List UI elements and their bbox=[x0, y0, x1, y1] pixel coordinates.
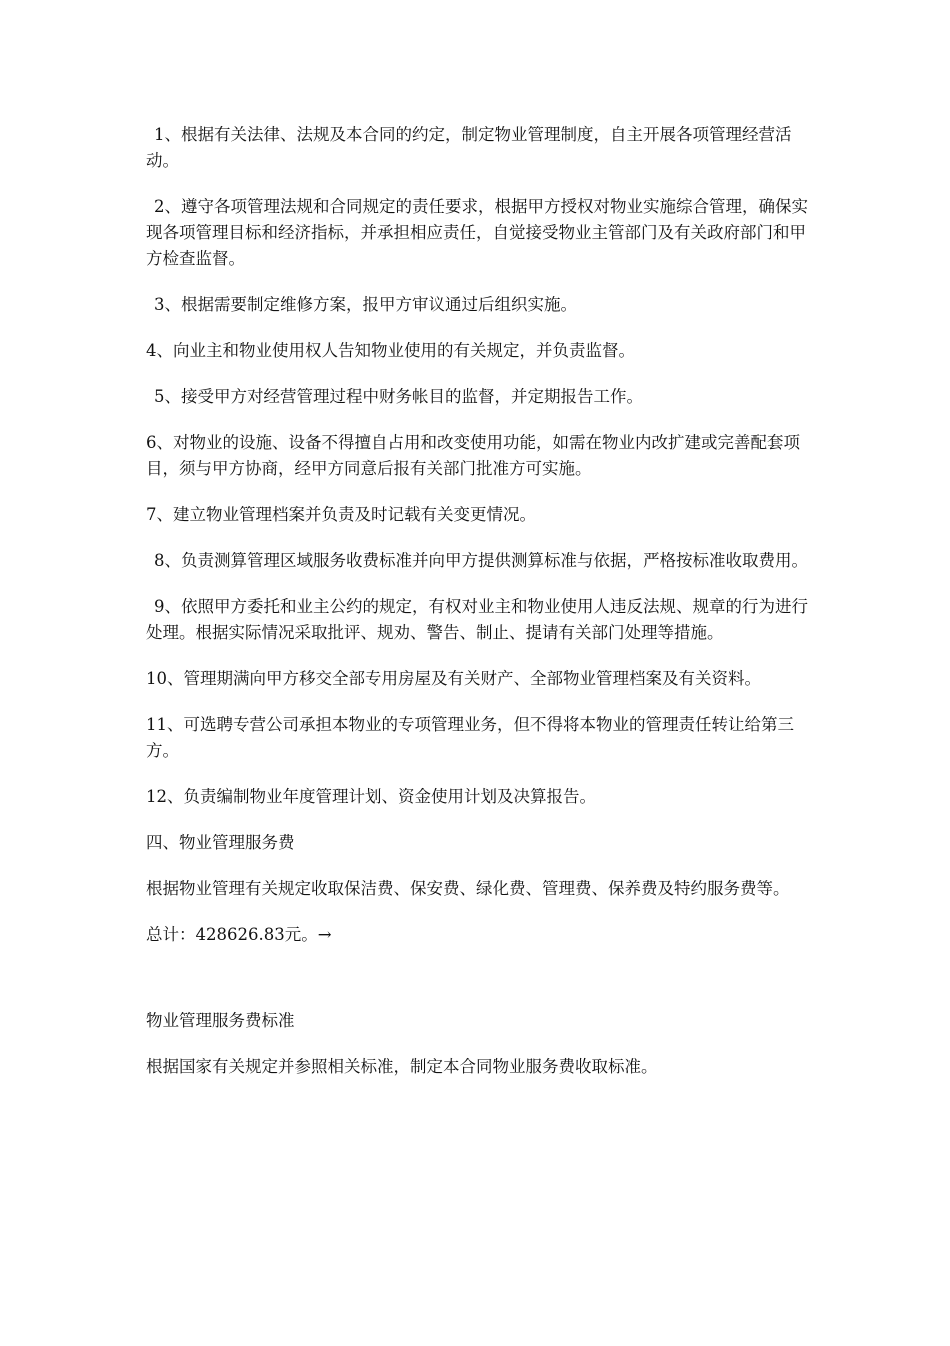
fees-description: 根据物业管理有关规定收取保洁费、保安费、绿化费、管理费、保养费及特约服务费等。 bbox=[146, 879, 790, 898]
section-gap bbox=[146, 968, 810, 1008]
document-body bbox=[146, 122, 810, 1100]
clause-3: 3、根据需要制定维修方案，报甲方审议通过后组织实施。 bbox=[154, 295, 577, 314]
clause-12: 12、负责编制物业年度管理计划、资金使用计划及决算报告。 bbox=[146, 787, 596, 806]
clause-4: 4、向业主和物业使用权人告知物业使用的有关规定，并负责监督。 bbox=[146, 341, 635, 360]
section-heading-fees: 四、物业管理服务费 bbox=[146, 833, 295, 852]
fee-standard-title: 物业管理服务费标准 bbox=[146, 1011, 295, 1030]
clause-7: 7、建立物业管理档案并负责及时记载有关变更情况。 bbox=[146, 505, 536, 524]
clause-2: 2、遵守各项管理法规和合同规定的责任要求，根据甲方授权对物业实施综合管理，确保实现各项管理目标和经济指标，并承担相应责任，自觉接受物业主管部门及有关政府部门和甲方检查监督。 bbox=[146, 197, 808, 268]
clause-9: 9、依照甲方委托和业主公约的规定，有权对业主和物业使用人违反法规、规章的行为进行处理。根据实际情况采取批评、规劝、警告、制止、提请有关部门处理等措施。 bbox=[146, 597, 808, 642]
clause-10: 10、管理期满向甲方移交全部专用房屋及有关财产、全部物业管理档案及有关资料。 bbox=[146, 669, 761, 688]
clause-11: 11、可选聘专营公司承担本物业的专项管理业务，但不得将本物业的管理责任转让给第三方。 bbox=[146, 715, 794, 760]
clause-5: 5、接受甲方对经营管理过程中财务帐目的监督，并定期报告工作。 bbox=[154, 387, 643, 406]
fees-total: 总计：428626.83元。→ bbox=[146, 925, 332, 944]
clause-8: 8、负责测算管理区域服务收费标准并向甲方提供测算标准与依据，严格按标准收取费用。 bbox=[154, 551, 808, 570]
fee-standard-body: 根据国家有关规定并参照相关标准，制定本合同物业服务费收取标准。 bbox=[146, 1057, 658, 1076]
clause-1: 1、根据有关法律、法规及本合同的约定，制定物业管理制度，自主开展各项管理经营活动。 bbox=[146, 125, 792, 170]
clause-6: 6、对物业的设施、设备不得擅自占用和改变使用功能，如需在物业内改扩建或完善配套项目，须与甲方协商，经甲方同意后报有关部门批准方可实施。 bbox=[146, 433, 800, 478]
